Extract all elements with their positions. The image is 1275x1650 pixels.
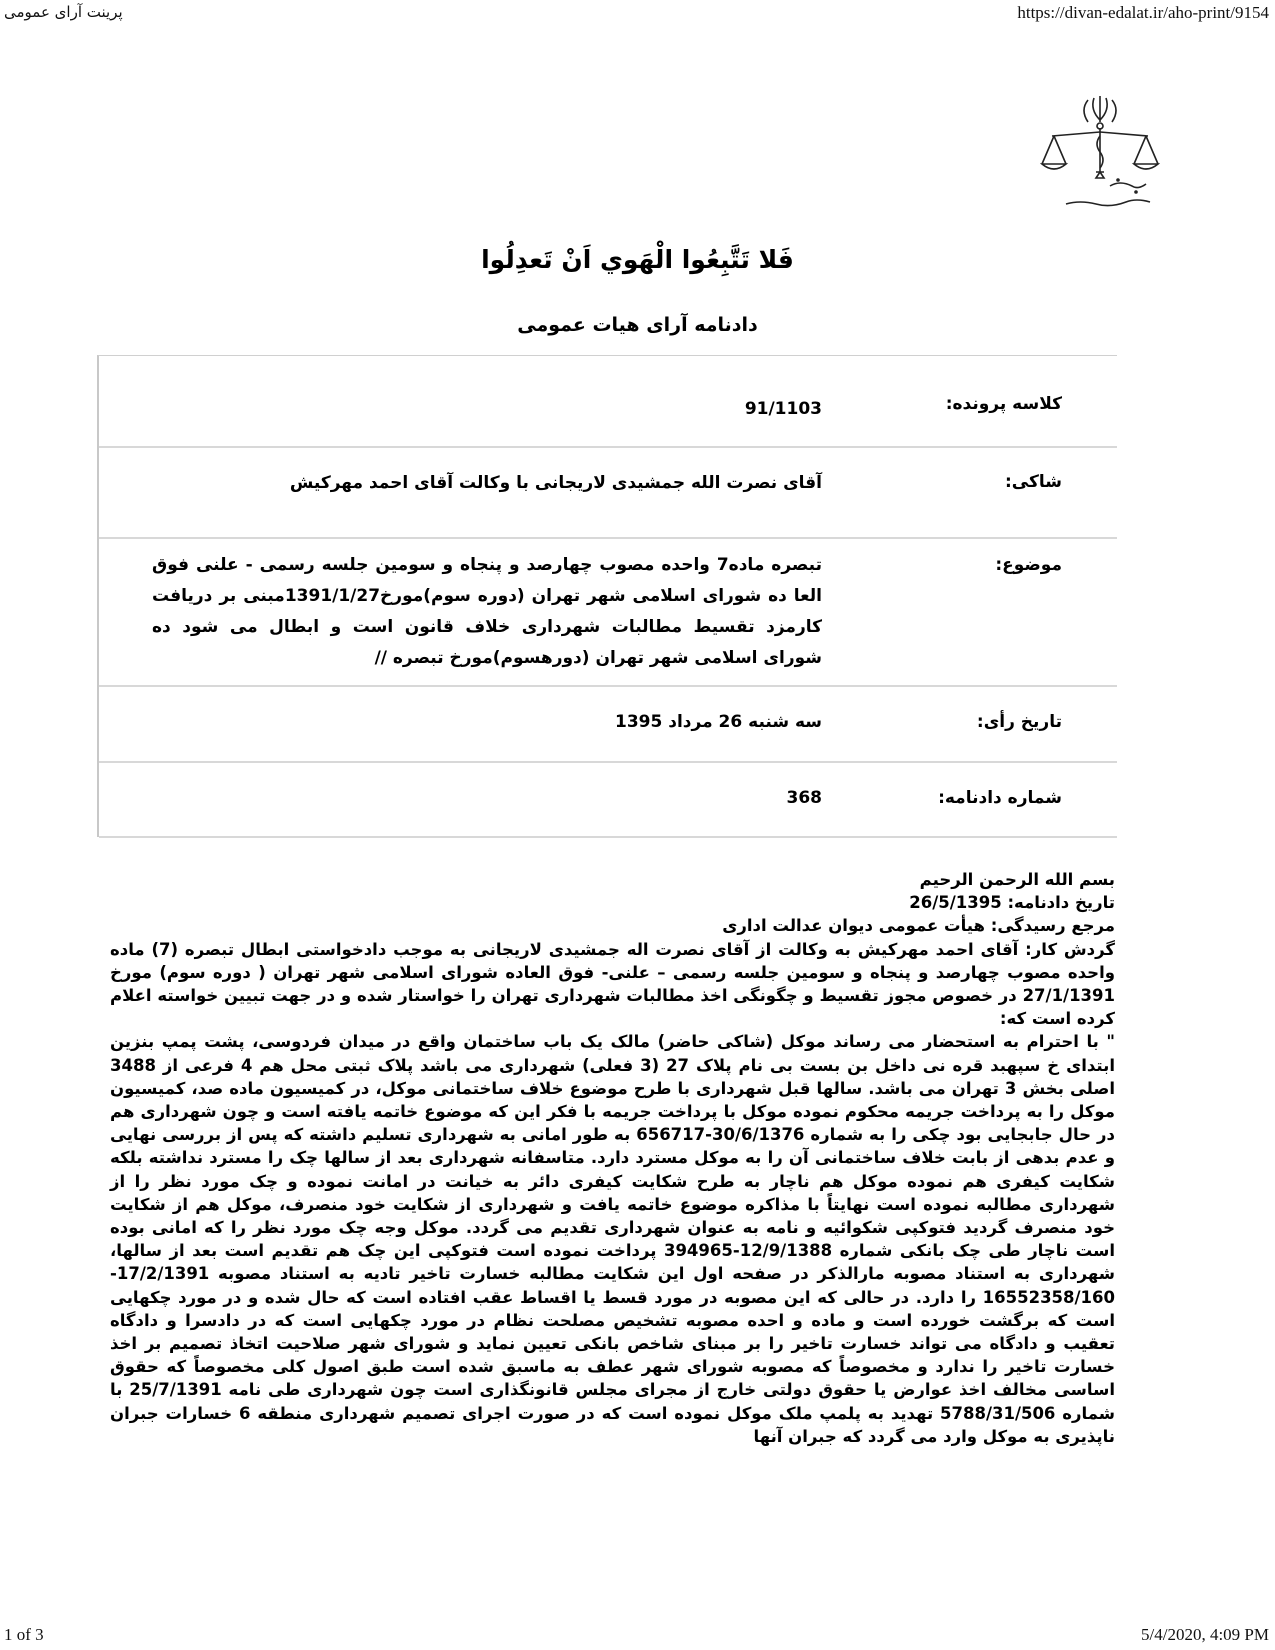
case-number-value: 91/1103: [744, 399, 822, 419]
subject-value: تبصره ماده7 واحده مصوب چهارصد و پنجاه و سومین جلسه رسمی - علنی فوق العا ده شورای اسلامی شهر تهران (دوره سوم)مورخ1391/1/27مبنی بر دریافت کارمزد تقسیط مطالبات شهرداری خلاف قانون است و ابطال می شود ده شورای اسلامی شهر تهران (دورهسوم)مورخ تبصره //: [152, 555, 822, 668]
plaintiff-label: شاکی:: [1005, 472, 1062, 492]
complaint-quote-paragraph: " با احترام به استحضار می رساند موکل (شاکی حاضر) مالک یک باب ساختمان واقع در میدان فردوسی، پشت پمپ بنزین ابتدای خ سپهبد قره نی داخل بن بست بی نام پلاک 27 (3 فعلی) شهرداری می باشد پلاک ثبتی محل هم 4 فرعی از 3488 اصلی بخش 3 تهران می باشد. سالها قبل شهرداری با طرح موضوع خلاف ساختمانی موکل، در کمیسیون ماده صد، کمیسیون موکل را به پرداخت جریمه محکوم نموده موکل با پرداخت جریمه با فکر این که موضوع خاتمه یافته است و چون شهرداری هم در حال جابجایی بود چکی را به شماره 30/6/1376-656717 به طور امانی به شهرداری تسلیم داشته که پس از بررسی نهایی و عدم بدهی از بابت خلاف ساختمانی آن را به موکل مسترد دارد. متاسفانه شهرداری بعد از سالها چک را مسترد نداشته بلکه شکایت کیفری هم نموده موکل هم ناچار به طرح شکایت کیفری دائر به خیانت در امانت نموده و چک مورد نظر را از شهرداری مطالبه نموده است نهایتاً با مذاکره موضوع خاتمه یافت و شهرداری از شکایت خود منصرف، موکل هم از شکایت خود منصرف گردید فتوکپی شکوائیه و نامه به عنوان شهرداری تقدیم می گردد. موکل وجه چک مورد نظر را که امانی بوده است ناچار طی چک بانکی شماره 12/9/1388-394965 پرداخت نموده است فتوکپی این چک هم تقدیم است بعد از سالها، شهرداری به استناد مصوبه مارالذکر در صفحه اول این شکایت مطالبه خسارت تاخیر تادیه به استناد مصوبه 17/2/1391-16552358/160 را دارد. در حالی که این مصوبه در مورد قسط یا اقساط عقب افتاده است که حال شده و در مورد چکهایی است که برگشت خورده است و ماده و احده مصوبه تشخیص مصلحت نظام در مورد چکهایی است که در دادسرا و دادگاه تعقیب و دادگاه می تواند خسارت تاخیر را بر مبنای شاخص بانکی تعیین نماید و شورای شهر صلاحیت اتخاذ تصمیم بر اخذ خسارت تاخیر را ندارد و مخصوصاً که مصوبه شورای شهر عطف به ماسبق شده است طبق اصول کلی مخصوصاً که حقوق اساسی مخالف اخذ عوارض یا حقوق دولتی خارج از مجرای مجلس قانونگذاری است چون شهرداری طی نامه 25/7/1391 با شماره 5788/31/506 تهدید به پلمپ ملک موکل نموده است که در صورت اجرای تصمیم شهرداری منطقه 6 خسارات جبران ناپذیری به موکل وارد می گردد که جبران آنها: [110, 1032, 1116, 1446]
procedure-paragraph: گردش کار: آقای احمد مهرکیش به وکالت از آقای نصرت اله جمشیدی لاریجانی به موجب دادخواستی ابطال تبصره (7) ماده واحده مصوب چهارصد و پنجاه و سومین جلسه رسمی – علنی- فوق العاده شورای اسلامی شهر تهران ( دوره سوم) مورخ 27/1/1391 در خصوص مجوز تقسیط و چگونگی اخذ مطالبات شهرداری تهران را خواستار شده و در جهت تبیین خواسته اعلام کرده است که:: [110, 939, 1115, 1029]
document-title: دادنامه آرای هیات عمومی: [517, 314, 758, 336]
ruling-body: [110, 868, 1115, 1448]
justice-scales-emblem-icon: [1040, 92, 1160, 220]
plaintiff-value: آقای نصرت الله جمشیدی لاریجانی با وکالت آقای احمد مهرکیش: [289, 473, 822, 493]
subject-row: [99, 539, 1117, 685]
quran-verse-heading: فَلا تَتَّبِعُوا الْهَوي اَنْ تَعدِلُوا: [481, 245, 794, 274]
print-header: [0, 0, 1275, 24]
ruling-number-value: 368: [786, 788, 822, 808]
authority-line: مرجع رسیدگی: هیأت عمومی دیوان عدالت اداری: [722, 916, 1115, 936]
ruling-number-row: [99, 763, 1117, 838]
ruling-date-label: تاریخ رأی:: [976, 712, 1062, 732]
case-number-row: [99, 356, 1117, 448]
printed-timestamp: 5/4/2020, 4:09 PM: [1141, 1625, 1269, 1644]
ruling-number-label: شماره دادنامه:: [938, 788, 1062, 808]
print-url: https://divan-edalat.ir/aho-print/9154: [1017, 3, 1269, 22]
ruling-date-line: تاریخ دادنامه: 26/5/1395: [909, 893, 1115, 913]
print-page-title: پرینت آرای عمومی: [4, 3, 123, 21]
print-footer: [0, 1622, 1275, 1646]
ruling-date-value: سه شنبه 26 مرداد 1395: [615, 712, 822, 732]
case-number-label: کلاسه پرونده:: [945, 394, 1062, 414]
case-info-box: [97, 355, 1117, 837]
page-count: 1 of 3: [4, 1625, 44, 1644]
subject-label: موضوع:: [995, 555, 1062, 575]
basmala: بسم الله الرحمن الرحیم: [919, 870, 1115, 889]
ruling-date-row: [99, 687, 1117, 763]
